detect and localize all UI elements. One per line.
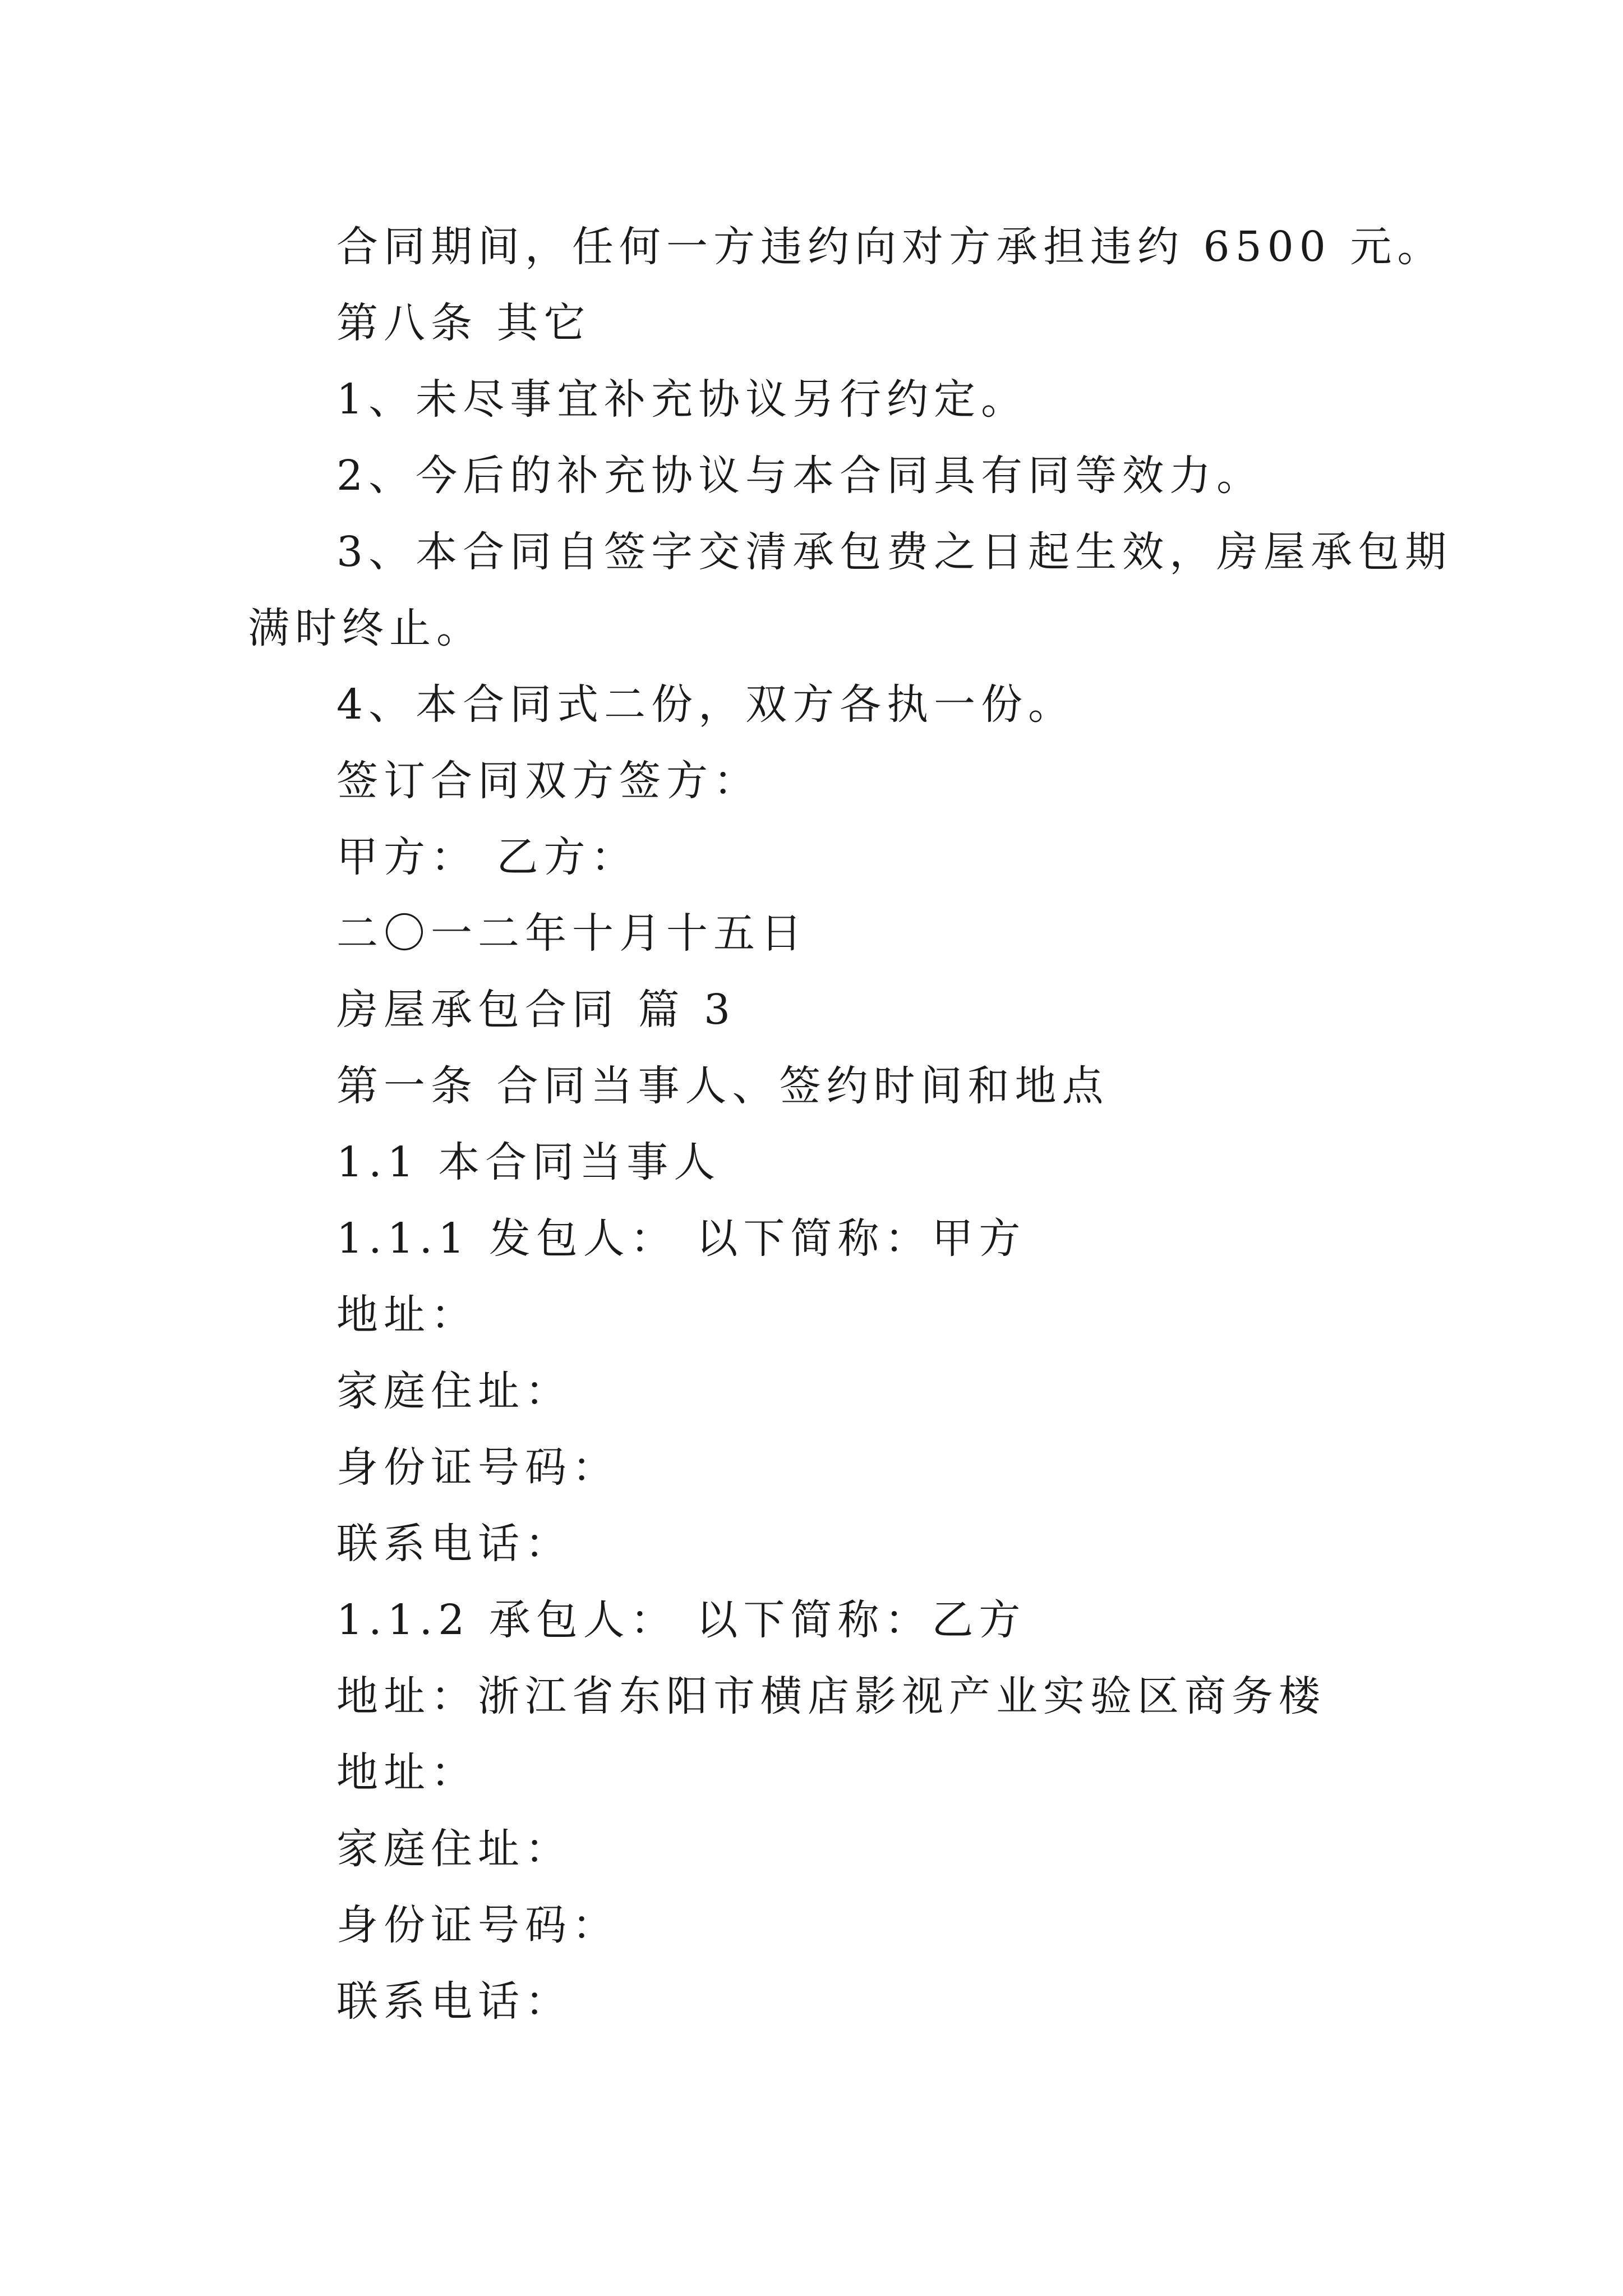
text-line-continuation: 满时终止。 bbox=[248, 604, 483, 652]
document-title: 房屋承包合同 篇 3 bbox=[336, 986, 736, 1034]
section-heading: 第八条 其它 bbox=[336, 299, 591, 347]
field-label: 地址：浙江省东阳市横店影视产业实验区商务楼 bbox=[336, 1672, 1326, 1720]
text-line: 1、未尽事宜补充协议另行约定。 bbox=[336, 375, 1029, 424]
text-line: 合同期间，任何一方违约向对方承担违约 6500 元。 bbox=[336, 223, 1445, 271]
text-line: 签订合同双方签方： bbox=[336, 757, 760, 805]
field-label: 联系电话： bbox=[336, 1520, 572, 1568]
clause-heading: 1.1 本合同当事人 bbox=[336, 1138, 721, 1186]
field-label: 身份证号码： bbox=[336, 1901, 619, 1949]
field-label: 身份证号码： bbox=[336, 1443, 619, 1492]
clause-heading: 1.1.1 发包人： 以下简称：甲方 bbox=[336, 1214, 1026, 1263]
text-line: 4、本合同式二份，双方各执一份。 bbox=[336, 680, 1076, 729]
date-line: 二〇一二年十月十五日 bbox=[336, 909, 808, 958]
text-line: 2、今后的补充协议与本合同具有同等效力。 bbox=[336, 452, 1264, 500]
field-label: 地址： bbox=[336, 1749, 478, 1797]
field-label: 家庭住址： bbox=[336, 1825, 572, 1873]
section-heading: 第一条 合同当事人、签约时间和地点 bbox=[336, 1062, 1109, 1110]
field-label: 家庭住址： bbox=[336, 1367, 572, 1415]
field-label: 地址： bbox=[336, 1291, 478, 1339]
text-line: 3、本合同自签字交清承包费之日起生效，房屋承包期 bbox=[336, 528, 1453, 576]
clause-heading: 1.1.2 承包人： 以下简称：乙方 bbox=[336, 1596, 1026, 1644]
signature-parties-line: 甲方： 乙方： bbox=[336, 833, 638, 881]
field-label: 联系电话： bbox=[336, 1977, 572, 2026]
